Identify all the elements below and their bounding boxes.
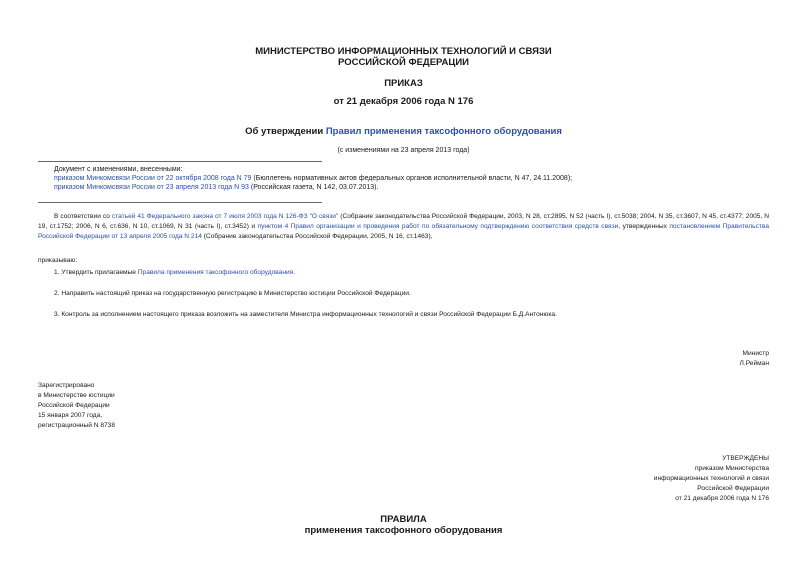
law-126-fz-link[interactable]: статьей 41 Федерального закона от 7 июля 2003 года N 126-ФЗ "О связи" — [111, 213, 339, 220]
rules-heading-line-1: ПРАВИЛА — [380, 514, 427, 525]
divider-bottom — [38, 202, 322, 203]
registration-line-5: регистрационный N 8738 — [38, 422, 116, 429]
registration-line-4: 15 января 2007 года, — [38, 412, 103, 419]
doc-title — [0, 126, 807, 137]
doc-date: от 21 декабря 2006 года N 176 — [333, 96, 474, 107]
item-2: 2. Направить настоящий приказ на государственную регистрацию в Министерство юстиции Российской Федерации. — [54, 290, 411, 297]
changes-item-1 — [54, 174, 774, 183]
preamble-paragraph — [38, 212, 769, 242]
ministry-line-2: РОССИЙСКОЙ ФЕДЕРАЦИИ — [337, 57, 469, 68]
preamble-text-4: (Собрание законодательства Российской Федерации, 2005, N 16, ст.1463), — [201, 233, 433, 240]
item-1 — [54, 268, 769, 278]
approved-line-2: приказом Министерства — [694, 465, 769, 472]
item-1-rules-link[interactable]: Правила применения таксофонного оборудования — [137, 269, 294, 276]
rules-point-4-link[interactable]: пунктом 4 Правил организации и проведения работ по обязательному подтверждению соответствия средств связи — [257, 223, 619, 230]
doc-title-link[interactable]: Правил применения таксофонного оборудования — [325, 126, 562, 137]
approved-line-4: Российской Федерации — [697, 485, 769, 492]
changes-intro: Документ с изменениями, внесенными: — [54, 166, 183, 173]
approved-line-1: УТВЕРЖДЕНЫ — [722, 455, 769, 462]
ministry-line-1: МИНИСТЕРСТВО ИНФОРМАЦИОННЫХ ТЕХНОЛОГИЙ И СВЯЗИ — [255, 46, 552, 57]
changes-item-2 — [54, 183, 774, 192]
divider-top — [38, 161, 322, 162]
preamble-text-3: , утвержденных — [618, 223, 670, 230]
approved-line-3: информационных технологий и связи — [653, 475, 769, 482]
rules-heading — [0, 514, 807, 536]
approved-block — [569, 454, 769, 504]
item-3: 3. Контроль за исполнением настоящего приказа возложить на заместителя Министра информационных технологий и связи Российской Федерации Б.Д.Антонюка. — [54, 311, 557, 318]
preamble-text-2: (Собрание законодательства Российской Федерации, 2003, N 28, ст.2895, N 52 (часть I), ст.5038; 2004, N 35, ст.3607, N 45, ст.4377; 2005, N 19, ст.1752; 2006, N 6, ст.636, N 10, ст.1069, N 31 (часть I), ст.3452) и — [38, 213, 769, 230]
preamble-text-1: В соответствии со — [54, 213, 112, 220]
signature-name: Л.Рейман — [739, 360, 769, 367]
doc-type: ПРИКАЗ — [384, 78, 423, 89]
registration-line-2: в Министерстве юстиции — [38, 392, 115, 399]
changes-item-1-link[interactable]: приказом Минкомсвязи России от 22 октября 2008 года N 79 — [54, 175, 252, 182]
registration-line-1: Зарегистрировано — [38, 382, 95, 389]
order-word: приказываю: — [38, 257, 78, 264]
item-1-text: 1. Утвердить прилагаемые — [54, 269, 138, 276]
approved-line-5: от 21 декабря 2006 года N 176 — [675, 495, 769, 502]
doc-title-prefix: Об утверждении — [245, 126, 326, 137]
changes-item-2-text: (Российская газета, N 142, 03.07.2013). — [248, 184, 379, 191]
government-decree-214-link[interactable]: постановлением Правительства Российской Федерации от 13 апреля 2005 года N 214 — [38, 223, 769, 240]
changes-block — [54, 165, 774, 192]
changes-note: (с изменениями на 23 апреля 2013 года) — [337, 147, 470, 154]
changes-item-2-link[interactable]: приказом Минкомсвязи России от 23 апреля 2013 года N 93 — [54, 184, 249, 191]
item-1-end: . — [293, 269, 296, 276]
signature-title: Министр — [742, 350, 769, 357]
rules-heading-line-2: применения таксофонного оборудования — [304, 525, 503, 536]
signature-block — [600, 349, 769, 369]
ministry-name — [0, 46, 807, 68]
registration-block — [38, 381, 238, 431]
registration-line-3: Российской Федерации — [38, 402, 110, 409]
changes-item-1-text: (Бюллетень нормативных актов федеральных органов исполнительной власти, N 47, 24.11.2008); — [251, 175, 573, 182]
